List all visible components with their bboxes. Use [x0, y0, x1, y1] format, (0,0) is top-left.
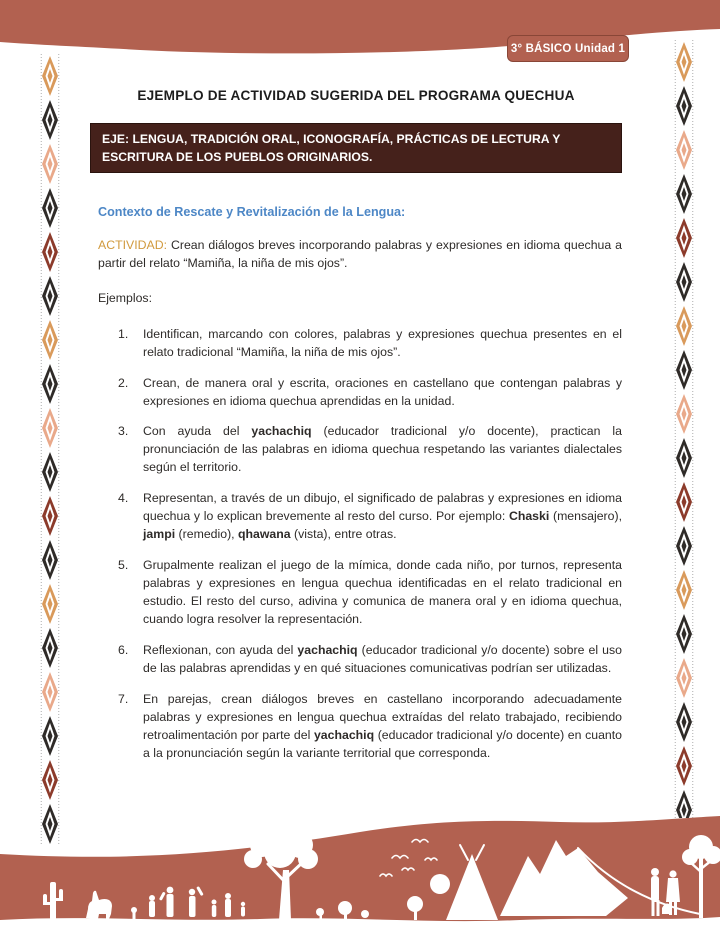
- context-heading: Contexto de Rescate y Revitalización de la Lengua:: [98, 205, 406, 220]
- list-item: [90, 557, 622, 629]
- list-item-text: Reflexionan, con ayuda del yachachiq (educador tradicional y/o docente) sobre el uso de las palabras aprendidas y en qué situaciones comunicativas podrían ser utilizadas.: [143, 643, 622, 675]
- list-item-number: 6.: [118, 643, 129, 658]
- list-item-text: En parejas, crean diálogos breves en castellano incorporando adecuadamente palabras y expresiones en lengua quechua extraídas del relato trabajado, recibiendo retroalimentación por parte del yachachiq (educador tradicional y/o docente) en cuanto a la pronunciación según la variante territorial que corresponda.: [143, 691, 623, 760]
- list-item-text: Representan, a través de un dibujo, el significado de palabras y expresiones en idioma quechua y lo explican brevemente al resto del curso. Por ejemplo: Chaski (mensajero), jampi (remedio), qhawana (vista), entre otras.: [143, 491, 622, 542]
- list-item: [90, 490, 622, 544]
- list-item-text: Identifican, marcando con colores, palabras y expresiones quechua presentes en el relato tradicional “Mamiña, la niña de mis ojos”.: [143, 326, 622, 359]
- list-item-text: Crean, de manera oral y escrita, oraciones en castellano que contengan palabras y expresiones en idioma quechua aprendidas en la unidad.: [143, 375, 622, 408]
- eje-banner: EJE: LENGUA, TRADICIÓN ORAL, ICONOGRAFÍA, PRÁCTICAS DE LECTURA Y ESCRITURA DE LOS PUEBLOS ORIGINARIOS.: [90, 123, 622, 174]
- activity-list: [90, 326, 622, 763]
- list-item-number: 1.: [118, 326, 129, 341]
- footer-illustration: [0, 812, 720, 932]
- list-item-number: 5.: [118, 558, 129, 573]
- list-item-number: 2.: [118, 375, 129, 390]
- left-border-pattern-icon: [40, 54, 60, 846]
- list-item-text: Grupalmente realizan el juego de la mímica, donde cada niño, por turnos, representa palabras y expresiones en lengua quechua identificadas en el relato tradicional en estudio. El resto del curso, adivina y comunica de manera oral y en idioma quechua, cuando logra resolver la representación.: [143, 558, 622, 627]
- list-item: [90, 423, 622, 477]
- list-item-number: 4.: [118, 491, 129, 506]
- list-item: [90, 375, 622, 411]
- list-item-number: 7.: [118, 691, 129, 706]
- page-title: EJEMPLO DE ACTIVIDAD SUGERIDA DEL PROGRAMA QUECHUA: [137, 88, 575, 103]
- activity-label: ACTIVIDAD:: [98, 237, 168, 252]
- list-item-text: Con ayuda del yachachiq (educador tradicional y/o docente), practican la pronunciación de las palabras en idioma quechua respetando las variantes dialectales según el territorio.: [143, 424, 622, 475]
- list-item: [90, 326, 622, 362]
- activity-paragraph: [98, 237, 622, 273]
- page-content: [90, 86, 622, 776]
- unit-badge: 3° BÁSICO Unidad 1: [507, 35, 629, 62]
- right-border-pattern-icon: [674, 40, 694, 818]
- list-item-number: 3.: [118, 424, 129, 439]
- examples-label: Ejemplos:: [98, 290, 152, 305]
- list-item: [90, 642, 622, 678]
- list-item: [90, 691, 622, 763]
- activity-text: Crean diálogos breves incorporando palabras y expresiones en idioma quechua a partir del relato “Mamiña, la niña de mis ojos”.: [98, 237, 622, 270]
